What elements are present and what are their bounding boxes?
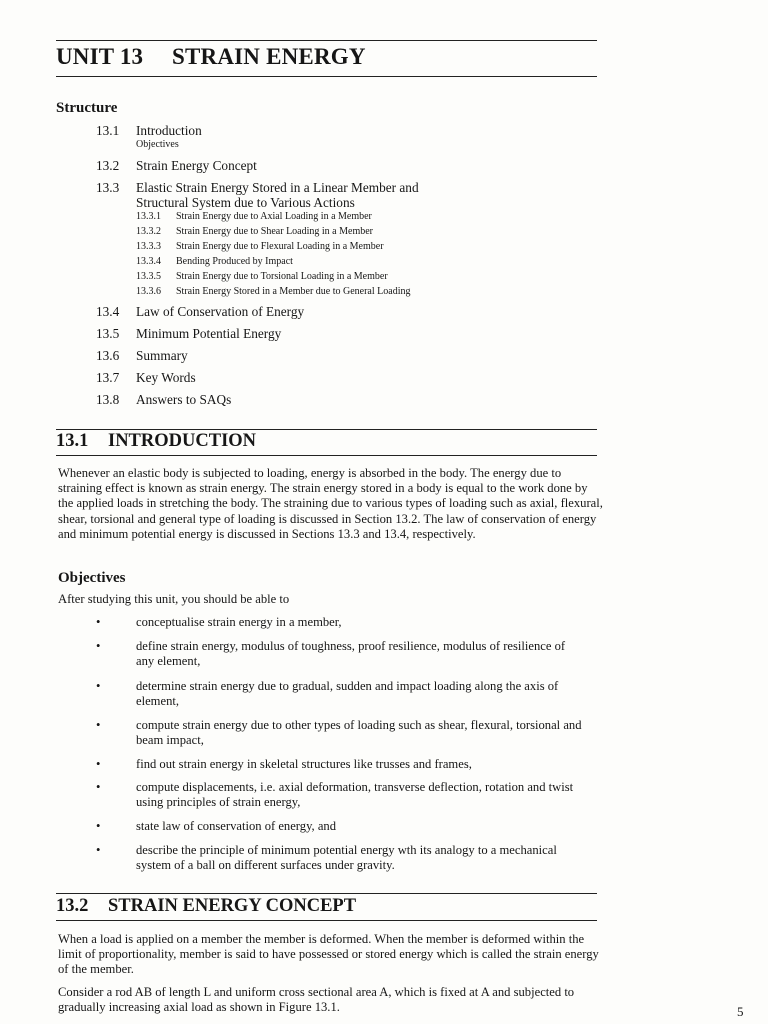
toc-item: 13.6 Summary bbox=[96, 348, 188, 363]
bullet-icon: • bbox=[96, 819, 101, 833]
section-2-top-rule bbox=[56, 893, 597, 894]
toc-item: 13.8 Answers to SAQs bbox=[96, 392, 232, 407]
section-1-top-rule bbox=[56, 429, 597, 430]
bullet-icon: • bbox=[96, 780, 101, 794]
structure-title: Structure bbox=[56, 100, 118, 116]
toc-subitem: 13.3.6 Strain Energy Stored in a Member due to General Loading bbox=[136, 286, 411, 297]
toc-item: 13.7 Key Words bbox=[96, 370, 196, 385]
toc-item: 13.2 Strain Energy Concept bbox=[96, 158, 257, 173]
objectives-title: Objectives bbox=[58, 570, 126, 586]
bullet-icon: • bbox=[96, 718, 101, 732]
toc-subitem: 13.3.3 Strain Energy due to Flexural Loading in a Member bbox=[136, 241, 384, 252]
bullet-icon: • bbox=[96, 757, 101, 771]
strain-energy-paragraph-2: Consider a rod AB of length L and uniform cross sectional area A, which is fixed at A and subjected to gradually increasing axial load as shown in Figure 13.1. bbox=[58, 985, 575, 1015]
unit-header-top-rule bbox=[56, 40, 597, 41]
unit-header-bottom-rule bbox=[56, 76, 597, 77]
toc-item: 13.3 Elastic Strain Energy Stored in a Linear Member and Structural System due to Various Actions bbox=[96, 180, 419, 210]
unit-number: UNIT 13 bbox=[56, 44, 144, 69]
bullet-icon: • bbox=[96, 639, 101, 653]
page-number: 5 bbox=[737, 1004, 744, 1019]
toc-subitem: 13.3.4 Bending Produced by Impact bbox=[136, 256, 293, 267]
bullet-icon: • bbox=[96, 615, 101, 629]
section-1-bottom-rule bbox=[56, 455, 597, 456]
unit-heading bbox=[56, 44, 366, 70]
bullet-icon: • bbox=[96, 843, 101, 857]
toc-item: 13.5 Minimum Potential Energy bbox=[96, 326, 282, 341]
toc-note: Objectives bbox=[136, 139, 179, 150]
section-2-bottom-rule bbox=[56, 920, 597, 921]
toc-item: 13.1 Introduction bbox=[96, 123, 202, 138]
introduction-paragraph: Whenever an elastic body is subjected to loading, energy is absorbed in the body. The energy due to straining effect is known as strain energy. The strain energy stored in a body is equal to the work done by the applied loads in stretching the body. The straining due to various types of loading such as axial, flexural, shear, torsional and general type of loading is discussed in Section 13.2. The law of conservation of energy and minimum potential energy is discussed in Sections 13.3 and 13.4, respectively. bbox=[58, 466, 603, 541]
bullet-icon: • bbox=[96, 679, 101, 693]
toc-subitem: 13.3.5 Strain Energy due to Torsional Loading in a Member bbox=[136, 271, 388, 282]
toc-subitem: 13.3.1 Strain Energy due to Axial Loading in a Member bbox=[136, 211, 372, 222]
section-2-heading: 13.2 STRAIN ENERGY CONCEPT bbox=[56, 896, 357, 916]
objectives-intro: After studying this unit, you should be able to bbox=[58, 592, 290, 606]
toc-item: 13.4 Law of Conservation of Energy bbox=[96, 304, 305, 319]
section-1-heading: 13.1 INTRODUCTION bbox=[56, 431, 257, 451]
toc-subitem: 13.3.2 Strain Energy due to Shear Loading in a Member bbox=[136, 226, 373, 237]
strain-energy-paragraph-1: When a load is applied on a member the member is deformed. When the member is deformed within the limit of proportionality, member is said to have possessed or stored energy which is called the strain energy of the member. bbox=[58, 932, 599, 977]
unit-title: STRAIN ENERGY bbox=[172, 44, 366, 69]
